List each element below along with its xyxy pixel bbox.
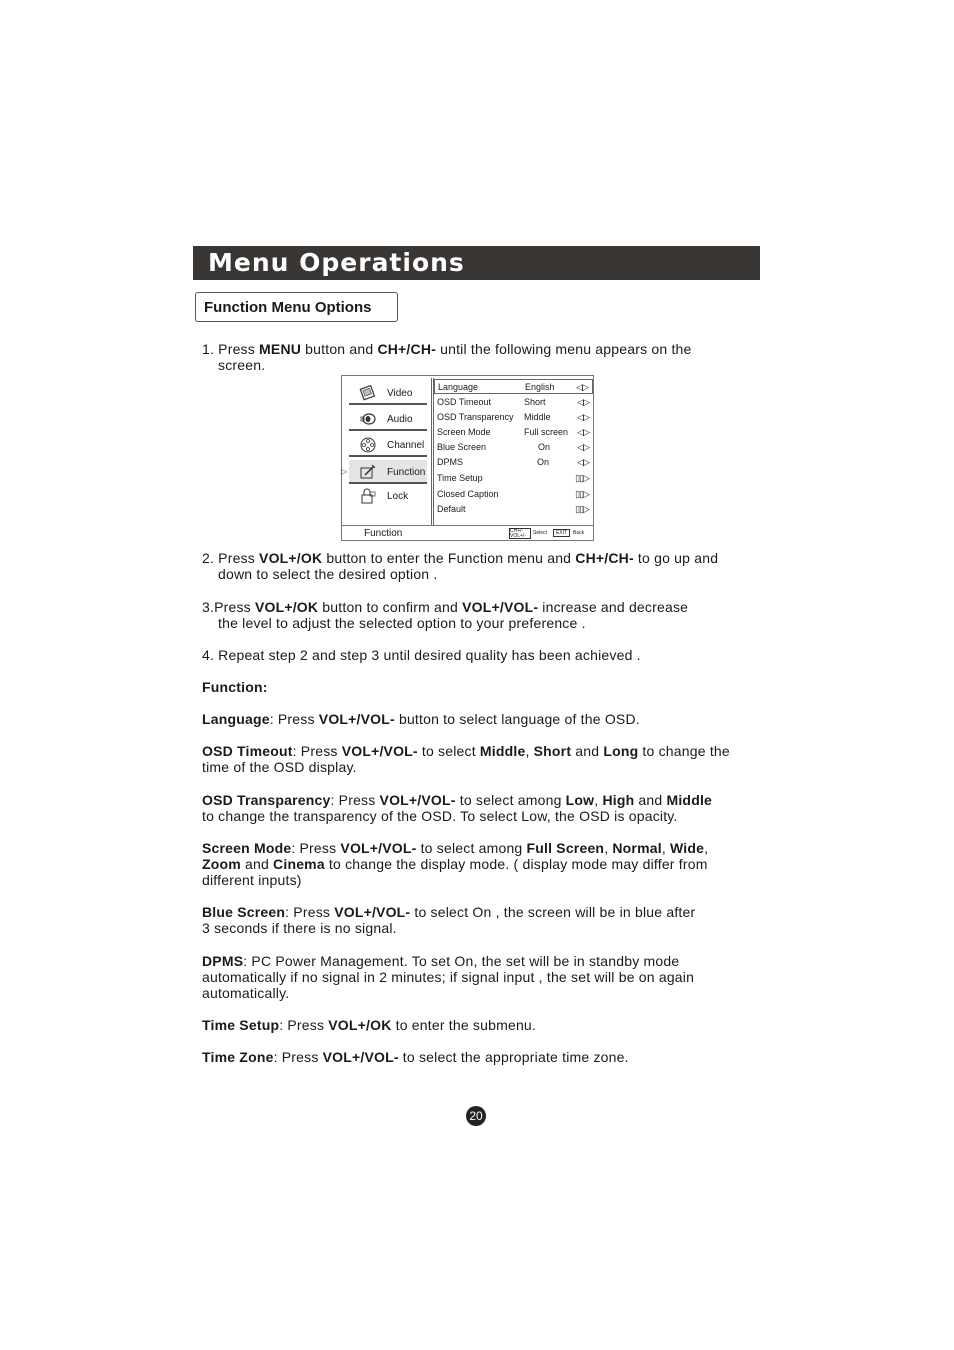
osd-row-time-setup: Time Setup ▯▯▷ xyxy=(434,471,593,486)
ch-vol-key: CH+/- VOL+/- xyxy=(509,528,531,539)
step-1: 1. Press MENU button and CH+/CH- until the following menu appears on the screen. xyxy=(202,341,692,373)
page-number: 20 xyxy=(466,1106,486,1126)
osd-footer: Function CH+/- VOL+/- Select EXIT Back xyxy=(342,525,593,540)
osd-options-list xyxy=(434,378,593,525)
osd-transparency-desc: OSD Transparency: Press VOL+/VOL- to select among Low, High and Middle to change the transparency of the OSD. To select Low, the OSD is opacity. xyxy=(202,792,713,824)
blue-screen-desc: Blue Screen: Press VOL+/VOL- to select On , the screen will be in blue after 3 seconds if there is no signal. xyxy=(202,904,696,936)
enter-submenu-icon: ▯▯▷ xyxy=(575,504,589,514)
divider xyxy=(349,403,427,405)
selection-arrow-icon: ▷ xyxy=(341,467,348,476)
left-right-arrows-icon: ◁▷ xyxy=(576,382,588,392)
enter-submenu-icon: ▯▯▷ xyxy=(575,489,589,499)
left-right-arrows-icon: ◁▷ xyxy=(577,397,589,407)
step-4: 4. Repeat step 2 and step 3 until desired quality has been achieved . xyxy=(202,647,641,663)
osd-category-channel: Channel xyxy=(349,433,427,457)
osd-row-default: Default ▯▯▷ xyxy=(434,502,593,517)
channel-icon xyxy=(359,436,377,454)
left-right-arrows-icon: ◁▷ xyxy=(577,427,589,437)
screen-mode-desc: Screen Mode: Press VOL+/VOL- to select among Full Screen, Normal, Wide, Zoom and Cinema to change the display mode. ( display mode may differ from different inputs) xyxy=(202,840,709,888)
page-title: Menu Operations xyxy=(208,248,465,277)
osd-row-blue-screen: Blue Screen On ◁▷ xyxy=(434,440,593,455)
exit-key: EXIT xyxy=(553,529,570,537)
osd-row-osd-timeout: OSD Timeout Short ◁▷ xyxy=(434,395,593,410)
audio-icon xyxy=(359,410,377,428)
osd-row-dpms: DPMS On ◁▷ xyxy=(434,455,593,470)
dpms-desc: DPMS: PC Power Management. To set On, the set will be in standby mode automatically if no signal in 2 minutes; if signal input , the set will be on again automatically. xyxy=(202,953,695,1001)
osd-row-language: Language English ◁▷ xyxy=(434,379,593,394)
divider xyxy=(349,429,427,431)
osd-category-audio: Audio xyxy=(349,407,427,431)
video-icon xyxy=(359,384,377,402)
step-2: 2. Press VOL+/OK button to enter the Function menu and CH+/CH- to go up and down to select the desired option . xyxy=(202,550,719,582)
osd-category-lock: Lock xyxy=(349,484,427,508)
title-banner xyxy=(193,246,760,280)
divider xyxy=(349,455,427,457)
time-zone-desc: Time Zone: Press VOL+/VOL- to select the appropriate time zone. xyxy=(202,1049,629,1065)
left-right-arrows-icon: ◁▷ xyxy=(577,442,589,452)
language-desc: Language: Press VOL+/VOL- button to select language of the OSD. xyxy=(202,711,640,727)
osd-menu-figure xyxy=(341,375,594,541)
left-right-arrows-icon: ◁▷ xyxy=(577,412,589,422)
osd-category-function: ▷ Function xyxy=(349,460,427,484)
enter-submenu-icon: ▯▯▷ xyxy=(575,473,589,483)
osd-timeout-desc: OSD Timeout: Press VOL+/VOL- to select Middle, Short and Long to change the time of the OSD display. xyxy=(202,743,730,775)
osd-row-screen-mode: Screen Mode Full screen ◁▷ xyxy=(434,425,593,440)
function-icon xyxy=(359,463,377,481)
function-heading: Function: xyxy=(202,679,268,695)
osd-category-video: Video xyxy=(349,381,427,405)
time-setup-desc: Time Setup: Press VOL+/OK to enter the submenu. xyxy=(202,1017,537,1033)
step-3: 3.Press VOL+/OK button to confirm and VOL+/VOL- increase and decrease the level to adjust the selected option to your preference . xyxy=(202,599,689,631)
lock-icon xyxy=(359,487,377,505)
osd-category-list xyxy=(342,376,431,525)
left-right-arrows-icon: ◁▷ xyxy=(577,457,589,467)
osd-row-closed-caption: Closed Caption ▯▯▷ xyxy=(434,487,593,502)
osd-row-osd-transparency: OSD Transparency Middle ◁▷ xyxy=(434,410,593,425)
section-title: Function Menu Options xyxy=(195,292,398,322)
osd-key-legend: CH+/- VOL+/- Select EXIT Back xyxy=(510,528,585,539)
